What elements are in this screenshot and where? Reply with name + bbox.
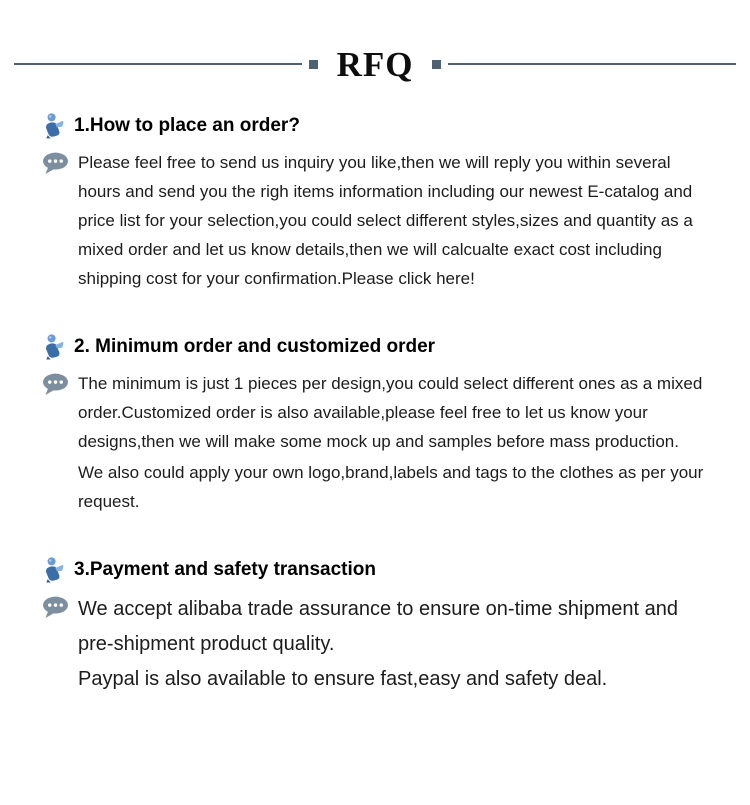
header-rule-left-cap <box>309 60 318 69</box>
answer-text <box>78 592 706 697</box>
answer-row <box>42 369 706 516</box>
question-row <box>42 112 706 139</box>
header-rule-right <box>448 63 736 65</box>
answer-paragraph: We accept alibaba trade assurance to ensure on-time shipment and pre-shipment product quality. <box>78 598 678 655</box>
question-title: 1.How to place an order? <box>74 114 300 136</box>
faq-section-2 <box>42 333 706 516</box>
faq-section-3 <box>42 556 706 697</box>
answer-text <box>78 369 706 516</box>
speech-bubble-icon <box>42 152 69 175</box>
answer-paragraph: We also could apply your own logo,brand,labels and tags to the clothes as per your request. <box>78 463 704 511</box>
answer-paragraph: The minimum is just 1 pieces per design,you could select different ones as a mixed order.Customized order is also available,please feel free to let us know your designs,then we will make some mock up and samples before mass production. <box>78 374 703 451</box>
person-question-icon <box>42 556 65 583</box>
question-title: 3.Payment and safety transaction <box>74 558 376 580</box>
header-rule-left <box>14 63 302 65</box>
question-row <box>42 556 706 583</box>
answer-paragraph: Please feel free to send us inquiry you like,then we will reply you within several hours and send you the righ items information including our newest E-catalog and price list for your selection,you could select different styles,sizes and quantity as a mixed order and let us know details,then we will calcualte exact cost including shipping cost for your confirmation.Please click here! <box>78 153 693 288</box>
faq-content <box>0 84 750 697</box>
faq-section-1 <box>42 112 706 293</box>
person-question-icon <box>42 333 65 360</box>
header <box>0 44 750 84</box>
speech-bubble-icon <box>42 596 69 619</box>
answer-row <box>42 592 706 697</box>
answer-row <box>42 148 706 293</box>
page-title: RFQ <box>336 44 414 84</box>
header-rule-right-cap <box>432 60 441 69</box>
question-row <box>42 333 706 360</box>
answer-text <box>78 148 706 293</box>
question-title: 2. Minimum order and customized order <box>74 335 436 357</box>
person-question-icon <box>42 112 65 139</box>
answer-paragraph: Paypal is also available to ensure fast,easy and safety deal. <box>78 668 608 690</box>
speech-bubble-icon <box>42 373 69 396</box>
